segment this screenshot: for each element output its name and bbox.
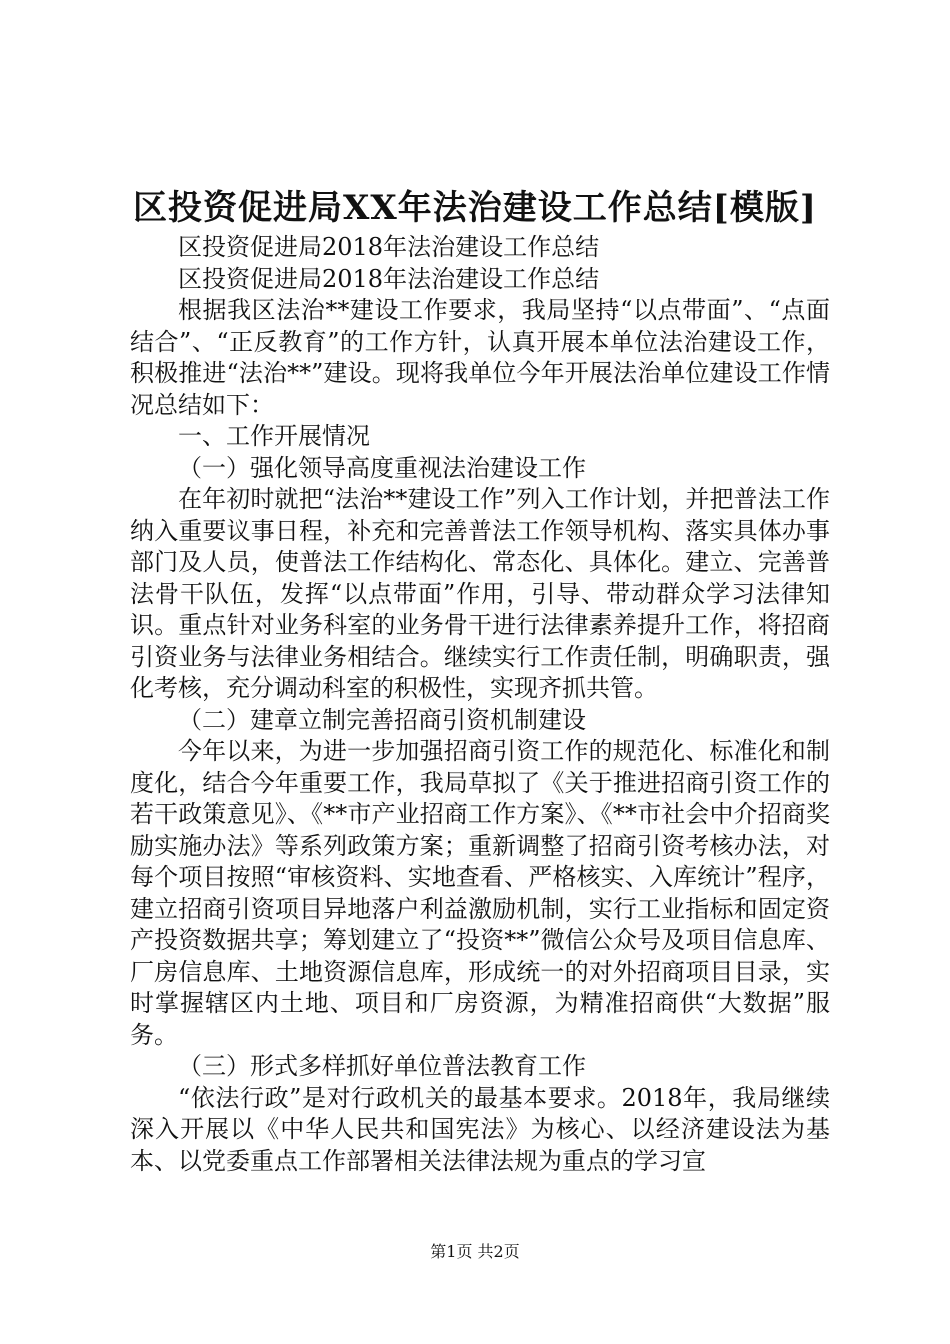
- subsection-heading-1: （一）强化领导高度重视法治建设工作: [178, 453, 586, 482]
- subtitle-line-2: 区投资促进局2018年法治建设工作总结: [178, 264, 600, 293]
- document-body: [130, 232, 830, 1177]
- document-title: 区投资促进局XX年法治建设工作总结[模版]: [133, 188, 817, 228]
- body-paragraph-2: 今年以来，为进一步加强招商引资工作的规范化、标准化和制度化，结合今年重要工作，我局草拟了《关于推进招商引资工作的若干政策意见》、《**市产业招商工作方案》、《**市社会中介招商奖励实施办法》等系列政策方案；重新调整了招商引资考核办法，对每个项目按照“审核资料、实地查看、严格核实、入库统计”程序，建立招商引资项目异地落户利益激励机制，实行工业指标和固定资产投资数据共享；筹划建立了“投资**”微信公众号及项目信息库、厂房信息库、土地资源信息库，形成统一的对外招商项目目录，实时掌握辖区内土地、项目和厂房资源，为精准招商供“大数据”服务。: [130, 737, 830, 1049]
- intro-paragraph: 根据我区法治**建设工作要求，我局坚持“以点带面”、“点面结合”、“正反教育”的工作方针，认真开展本单位法治建设工作，积极推进“法治**”建设。现将我单位今年开展法治单位建设工作情况总结如下：: [130, 296, 830, 419]
- subsection-heading-3: （三）形式多样抓好单位普法教育工作: [178, 1052, 586, 1080]
- section-heading-1: 一、工作开展情况: [178, 422, 370, 450]
- page-number-footer: 第1页 共2页: [430, 1242, 520, 1261]
- subsection-heading-2: （二）建章立制完善招商引资机制建设: [178, 705, 586, 734]
- subtitle-line-1: 区投资促进局2018年法治建设工作总结: [178, 233, 600, 261]
- body-paragraph-3: “依法行政”是对行政机关的最基本要求。2018年，我局继续深入开展以《中华人民共和国宪法》为核心、以经济建设法为基本、以党委重点工作部署相关法律法规为重点的学习宣: [130, 1083, 830, 1175]
- body-paragraph-1: 在年初时就把“法治**建设工作”列入工作计划，并把普法工作纳入重要议事日程，补充和完善普法工作领导机构、落实具体办事部门及人员，使普法工作结构化、常态化、具体化。建立、完善普法骨干队伍，发挥“以点带面”作用，引导、带动群众学习法律知识。重点针对业务科室的业务骨干进行法律素养提升工作，将招商引资业务与法律业务相结合。继续实行工作责任制，明确职责，强化考核，充分调动科室的积极性，实现齐抓共管。: [130, 485, 830, 702]
